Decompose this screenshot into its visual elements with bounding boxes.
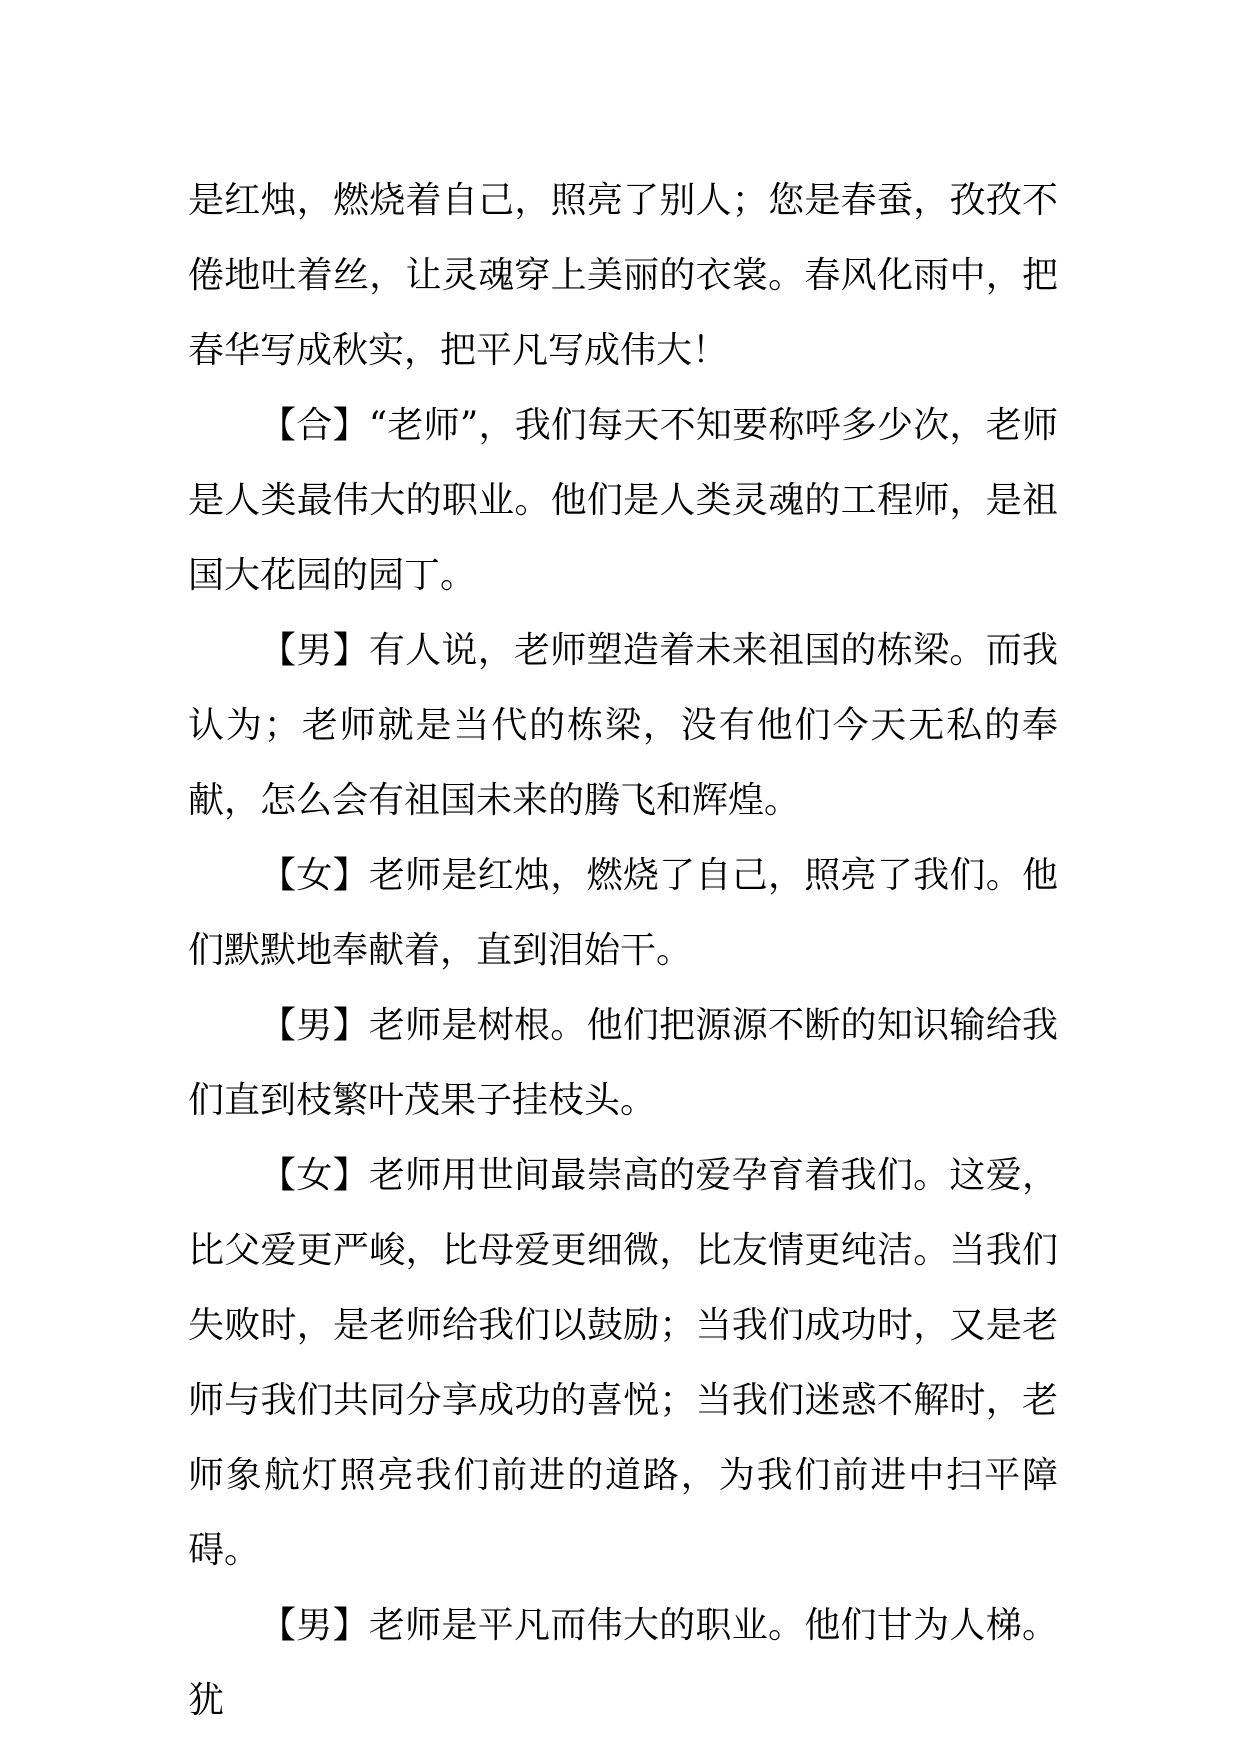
- paragraph-male-1: 【男】有人说，老师塑造着未来祖国的栋梁。而我认为；老师就是当代的栋梁，没有他们今天无私的奉献，怎么会有祖国未来的腾飞和辉煌。: [188, 630, 1058, 821]
- paragraph-continuation: 是红烛，燃烧着自己，照亮了别人；您是春蚕，孜孜不倦地吐着丝，让灵魂穿上美丽的衣裳。春风化雨中，把春华写成秋实，把平凡写成伟大！: [188, 180, 1058, 371]
- document-body: [188, 163, 1058, 1738]
- paragraph-female-1: 【女】老师是红烛，燃烧了自己，照亮了我们。他们默默地奉献着，直到泪始干。: [188, 855, 1058, 971]
- paragraph-male-3: 【男】老师是平凡而伟大的职业。他们甘为人梯。犹: [188, 1605, 1058, 1721]
- paragraph-female-2: 【女】老师用世间最崇高的爱孕育着我们。这爱，比父爱更严峻，比母爱更细微，比友情更纯洁。当我们失败时，是老师给我们以鼓励；当我们成功时，又是老师与我们共同分享成功的喜悦；当我们迷惑不解时，老师象航灯照亮我们前进的道路，为我们前进中扫平障碍。: [188, 1155, 1058, 1571]
- paragraph-male-2: 【男】老师是树根。他们把源源不断的知识输给我们直到枝繁叶茂果子挂枝头。: [188, 1005, 1058, 1121]
- paragraph-chorus: 【合】“老师”，我们每天不知要称呼多少次，老师是人类最伟大的职业。他们是人类灵魂的工程师，是祖国大花园的园丁。: [188, 405, 1058, 596]
